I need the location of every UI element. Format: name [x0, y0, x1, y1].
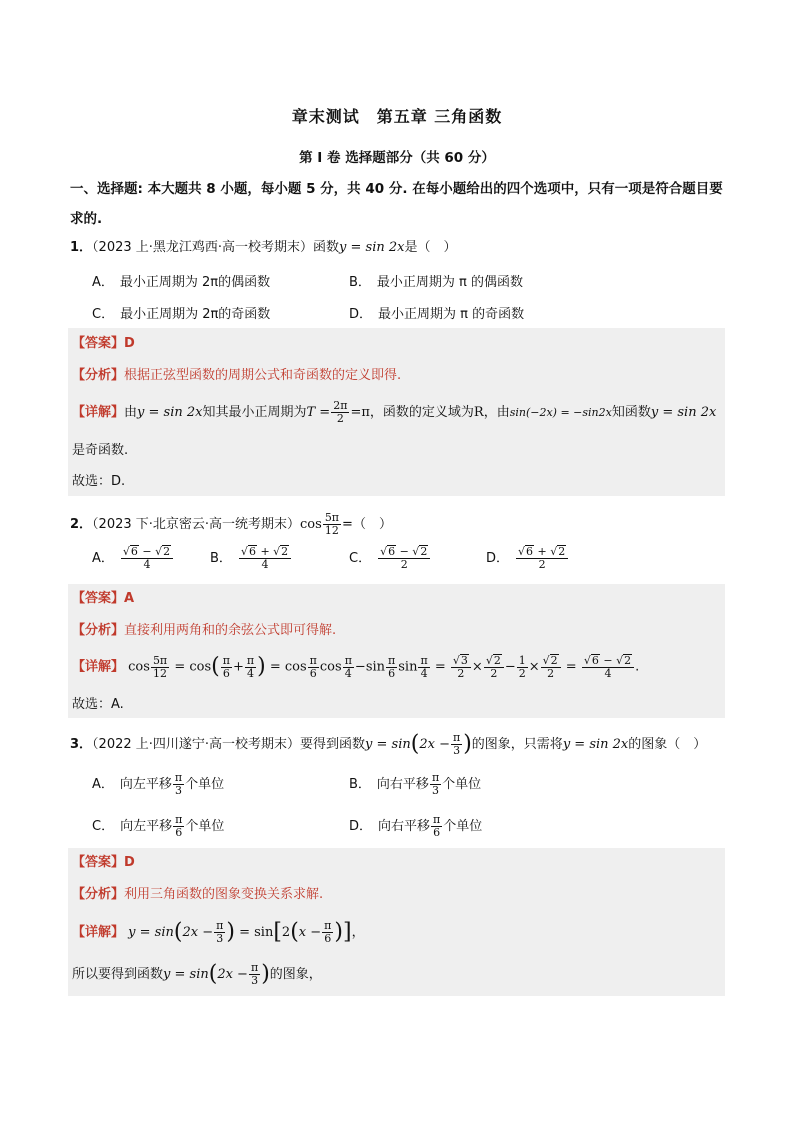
- question-1-option-d[interactable]: D． 最小正周期为 π 的奇函数: [349, 307, 525, 322]
- question-2-answer: 【答案】A: [72, 591, 135, 606]
- question-3-option-b[interactable]: B． 向右平移 $\frac{\pi}{3}$ 个单位: [349, 771, 482, 798]
- question-1-analysis: 【分析】根据正弦型函数的周期公式和奇函数的定义即得.: [72, 368, 402, 383]
- page-title: 章末测试 第五章 三角函数: [291, 107, 503, 126]
- question-2-option-c[interactable]: C． $\frac{√6 - √2}{2}$: [349, 545, 431, 571]
- question-1-detail: 【详解】由y = sin 2x知其最小正周期为T = $\frac{2\pi}{2}$ =π，函数的定义域为R，由sin(−2x) = −sin2x知函数y = sin 2x: [72, 399, 717, 426]
- question-2-solution-box: [68, 584, 725, 718]
- question-3-option-a[interactable]: A． 向左平移 $\frac{\pi}{3}$ 个单位: [92, 771, 225, 798]
- question-2-choice: 故选：A.: [72, 697, 124, 712]
- question-1-answer: 【答案】D: [72, 336, 135, 351]
- question-1-option-c[interactable]: C． 最小正周期为 2π的奇函数: [92, 307, 271, 322]
- question-2-option-a[interactable]: A． $\frac{√6 - √2}{4}$: [92, 545, 174, 571]
- question-1-detail-cont: 是奇函数.: [72, 443, 129, 458]
- question-2-option-d[interactable]: D． $\frac{√6 + √2}{2}$: [486, 545, 569, 571]
- question-2-analysis: 【分析】直接利用两角和的余弦公式即可得解.: [72, 623, 337, 638]
- question-3-detail-cont: 所以要得到函数y = sin(2x − $\frac{\pi}{3}$ )的图象，: [72, 961, 322, 988]
- question-1-option-b[interactable]: B． 最小正周期为 π 的偶函数: [349, 275, 524, 290]
- question-3-option-c[interactable]: C． 向左平移 $\frac{\pi}{6}$ 个单位: [92, 813, 225, 840]
- question-1-option-a[interactable]: A． 最小正周期为 2π的偶函数: [92, 275, 271, 290]
- question-1-stem: 1．（2023 上·黑龙江鸡西·高一校考期末）函数y = sin 2x是（ ）: [70, 240, 457, 255]
- question-2-option-b[interactable]: B． $\frac{√6 + √2}{4}$: [210, 545, 292, 571]
- section-subtitle: 第 I 卷 选择题部分（共 60 分）: [299, 150, 495, 166]
- question-1-choice: 故选：D.: [72, 474, 126, 489]
- question-3-detail: 【详解】 y = sin(2x − $\frac{\pi}{3}$ ) = sin[2(x − $\frac{\pi}{6}$ )]，: [72, 919, 365, 946]
- section-instructions: 一、选择题: 本大题共 8 小题，每小题 5 分，共 40 分. 在每小题给出的四个选项中，只有一项是符合题目要求的.: [70, 181, 723, 227]
- question-3-answer: 【答案】D: [72, 855, 135, 870]
- question-3-analysis: 【分析】利用三角函数的图象变换关系求解.: [72, 887, 324, 902]
- question-3-option-d[interactable]: D． 向右平移 $\frac{\pi}{6}$ 个单位: [349, 813, 483, 840]
- question-2-stem: 2．（2023 下·北京密云·高一统考期末）cos $\frac{5\pi}{12}$ =（ ）: [70, 511, 392, 538]
- question-3-stem: 3．（2022 上·四川遂宁·高一校考期末）要得到函数y = sin(2x − $\frac{\pi}{3}$ )的图象，只需将y = sin 2x的图象（ ）: [70, 731, 707, 758]
- question-2-detail: 【详解】 cos $\frac{5\pi}{12}$ = cos( $\frac{\pi}{6}$ + $\frac{\pi}{4}$ ) = cos $\frac{\pi}{6}$ cos $\frac{\pi}{4}$ −sin $\frac{\pi}{6}$ sin $\frac{\pi}{4}$ = $\frac{√3}{2}$ × $\frac{√2}{2}$ − $\frac{1}{2}$ × $\frac{√2}{2}$ = $\frac{√6 - √2}{4}$ .: [72, 653, 640, 681]
